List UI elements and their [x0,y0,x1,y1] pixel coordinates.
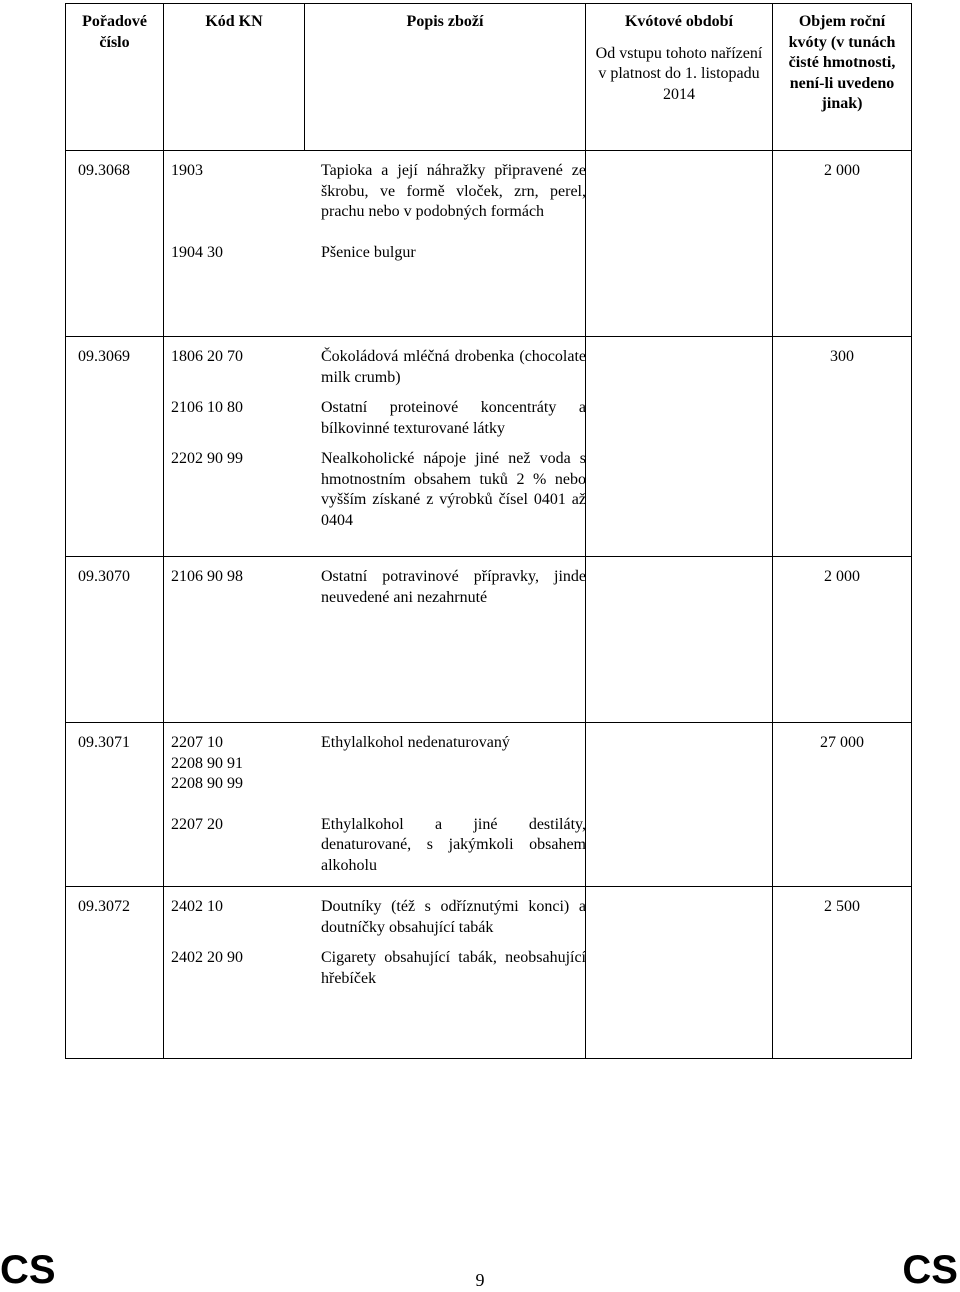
products-cell [164,557,586,723]
products-cell [164,723,586,887]
product-line [164,897,585,938]
header-quota-period-title: Kvótové období [624,13,733,30]
header-annual-volume: Objem roční kvóty (v tunách čisté hmotnosti, není-li uvedeno jinak) [773,4,912,151]
product-line [164,815,585,877]
product-line [164,733,585,795]
product-description: Ethylalkohol nedenaturovaný [321,734,510,751]
table-row [66,151,912,337]
product-description: Doutníky (též s odříznutými konci) a doutníčky obsahující tabák [321,898,586,936]
header-order-number: Pořadové číslo [66,4,164,151]
cn-code: 1903 [171,162,203,179]
cn-code: 1904 30 [171,243,223,261]
quota-period-cell [586,887,773,1059]
product-description: Čokoládová mléčná drobenka (chocolate milk crumb) [321,348,586,386]
product-description: Nealkoholické nápoje jiné než voda s hmotnostním obsahem tuků 2 % nebo vyšším získané z výrobků čísel 0401 až 0404 [321,450,586,529]
volume-cell: 300 [773,337,912,557]
cn-code: 2202 90 99 [171,450,243,467]
volume-cell: 27 000 [773,723,912,887]
table-row [66,557,912,723]
products-cell [164,151,586,337]
product-line [164,449,585,531]
product-line [164,567,585,608]
product-description: Cigarety obsahující tabák, neobsahující hřebíček [321,949,586,987]
order-number-cell: 09.3071 [66,723,164,887]
cn-code: 2106 90 98 [171,568,243,585]
product-line [164,398,585,439]
order-number-cell: 09.3070 [66,557,164,723]
volume-cell: 2 000 [773,151,912,337]
order-number-cell: 09.3068 [66,151,164,337]
table-row [66,723,912,887]
quota-period-cell [586,337,773,557]
quota-table [65,3,912,1059]
cn-code: 2106 10 80 [171,399,243,416]
product-description: Ethylalkohol a jiné destiláty, denaturované, s jakýmkoli obsahem alkoholu [321,815,586,874]
quota-period-cell [586,723,773,887]
footer-language-right: CS [902,1248,958,1292]
product-description: Ostatní proteinové koncentráty a bílkovinné texturované látky [321,399,586,437]
header-description: Popis zboží [305,4,586,151]
products-cell [164,337,586,557]
table-row [66,887,912,1059]
products-cell [164,887,586,1059]
page-number: 9 [475,1270,485,1290]
cn-code: 1806 20 70 [171,348,243,365]
volume-cell: 2 500 [773,887,912,1059]
quota-period-cell [586,151,773,337]
product-line [164,948,585,989]
header-quota-period [586,4,773,151]
footer-language-left: CS [0,1248,56,1292]
volume-cell: 2 000 [773,557,912,723]
product-line [164,243,585,264]
cn-code: 2207 10 2208 90 91 2208 90 99 [171,734,243,792]
product-description: Ostatní potravinové přípravky, jinde neuvedené ani nezahrnuté [321,568,586,606]
table-header-row [66,4,912,151]
table-row [66,337,912,557]
quota-period-cell [586,557,773,723]
header-quota-period-sub: Od vstupu tohoto nařízení v platnost do 1. listopadu 2014 [595,44,763,103]
product-line [164,347,585,388]
cn-code: 2402 20 90 [171,949,243,966]
product-line [164,161,585,223]
header-cn-code: Kód KN [164,4,305,151]
product-description: Pšenice bulgur [321,243,416,261]
product-description: Tapioka a její náhražky připravené ze škrobu, ve formě vloček, zrn, perel, prachu nebo v podobných formách [321,162,586,220]
order-number-cell: 09.3069 [66,337,164,557]
order-number-cell: 09.3072 [66,887,164,1059]
cn-code: 2207 20 [171,815,223,833]
cn-code: 2402 10 [171,898,223,915]
